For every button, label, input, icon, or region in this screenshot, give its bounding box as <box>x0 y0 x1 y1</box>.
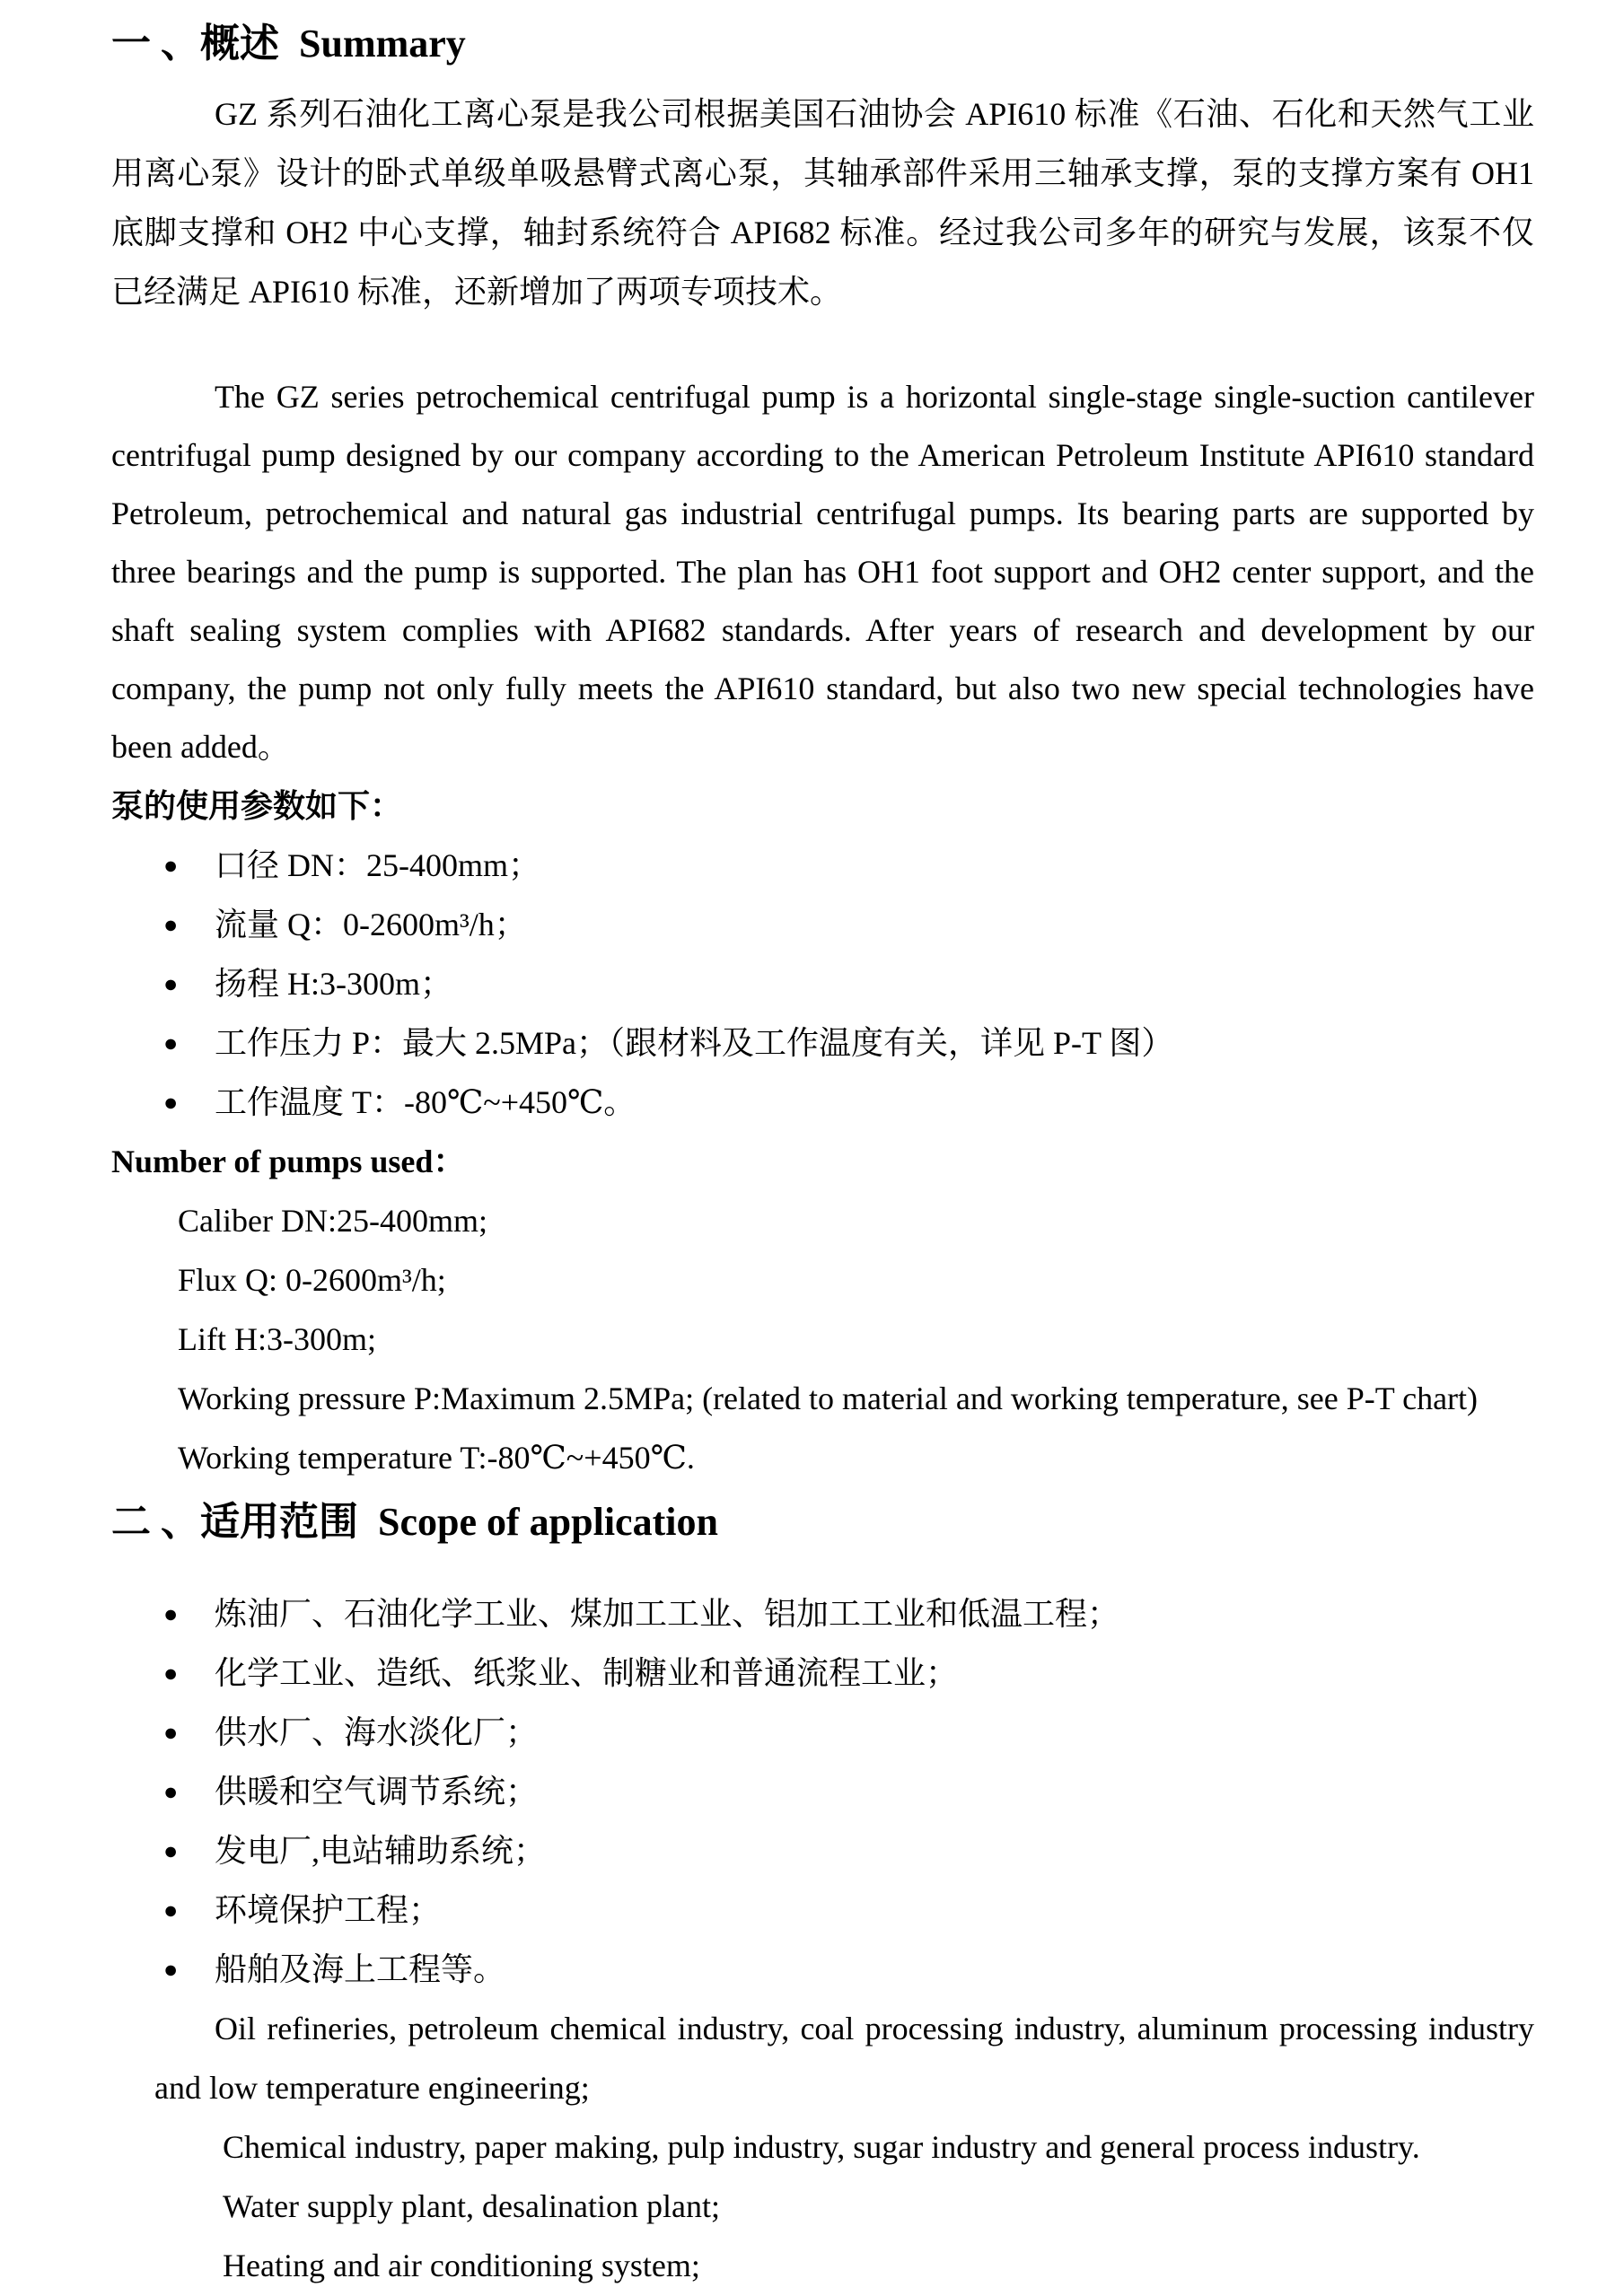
list-item <box>111 1013 1534 1073</box>
bullet-icon: ● <box>163 1660 179 1687</box>
list-item-text: 化学工业、造纸、纸浆业、制糖业和普通流程工业； <box>215 1655 959 1691</box>
bullet-icon: ● <box>163 1089 179 1116</box>
list-item-text: 炼油厂、石油化学工业、煤加工工业、铝加工工业和低温工程； <box>215 1596 1120 1632</box>
param-line: Flux Q: 0-2600m³/h; <box>178 1262 446 1298</box>
list-item <box>111 1703 1534 1762</box>
bullet-icon: ● <box>163 1719 179 1746</box>
scope-list <box>111 1584 1534 1999</box>
list-item <box>111 1762 1534 1821</box>
list-item-text: 工作压力 P：最大 2.5MPa；（跟材料及工作温度有关，详见 P-T 图） <box>215 1025 1174 1061</box>
param-line: Working temperature T:-80℃~+450℃. <box>178 1440 695 1476</box>
param-line: Working pressure P:Maximum 2.5MPa; (related to material and working temperature, see P-T chart) <box>178 1380 1479 1416</box>
list-item <box>111 1584 1534 1643</box>
section1-heading <box>111 16 1534 72</box>
section2-heading <box>111 1494 1534 1550</box>
params-zh-subhead: 泵的使用参数如下： <box>111 788 403 824</box>
list-item-text: 流量 Q：0-2600m³/h； <box>215 907 527 942</box>
list-item <box>111 895 1534 954</box>
section2-heading-zh: 二 、适用范围 <box>111 1500 358 1544</box>
section1-heading-en: Summary <box>299 22 466 66</box>
params-en-list <box>178 1191 1534 1487</box>
list-item-text: 供水厂、海水淡化厂； <box>215 1714 539 1750</box>
params-zh-list <box>111 836 1534 1132</box>
list-item <box>111 954 1534 1013</box>
bullet-icon: ● <box>163 1030 179 1056</box>
scope-line-en: Water supply plant, desalination plant; <box>223 2188 720 2224</box>
scope-paragraph-en: Oil refineries, petroleum chemical industry, coal processing industry, aluminum processing industry and low temperature engineering; <box>154 2011 1534 2106</box>
bullet-icon: ● <box>163 970 179 997</box>
list-item <box>111 836 1534 895</box>
param-line: Lift H:3-300m; <box>178 1321 376 1357</box>
list-item-text: 发电厂,电站辅助系统； <box>215 1833 547 1869</box>
list-item <box>111 1880 1534 1940</box>
bullet-icon: ● <box>163 852 179 879</box>
bullet-icon: ● <box>163 1956 179 1983</box>
list-item-text: 环境保护工程； <box>215 1892 442 1928</box>
bullet-icon: ● <box>163 1600 179 1627</box>
list-item <box>111 1940 1534 1999</box>
bullet-icon: ● <box>163 1837 179 1864</box>
list-item <box>111 1643 1534 1703</box>
bullet-icon: ● <box>163 911 179 938</box>
list-item-text: 供暖和空气调节系统； <box>215 1774 539 1810</box>
list-item <box>111 1073 1534 1132</box>
params-en-subhead: Number of pumps used： <box>111 1144 466 1179</box>
param-line: Caliber DN:25-400mm; <box>178 1203 487 1239</box>
summary-paragraph-en: The GZ series petrochemical centrifugal pump is a horizontal single-stage single-suction cantilever centrifugal pump designed by our company according to the American Petroleum Institute API610 standard Petroleum, petrochemical and natural gas industrial centrifugal pumps. Its bearing parts are supported by three bearings and the pump is supported. The plan has OH1 foot support and OH2 center support, and the shaft sealing system complies with API682 standards. After years of research and development by our company, the pump not only fully meets the API610 standard, but also two new special technologies have been added。 <box>111 379 1534 765</box>
bullet-icon: ● <box>163 1897 179 1924</box>
list-item-text: 扬程 H:3-300m； <box>215 966 452 1002</box>
list-item-text: 口径 DN：25-400mm； <box>215 847 540 883</box>
scope-line-en: Chemical industry, paper making, pulp industry, sugar industry and general process industry. <box>223 2129 1420 2165</box>
list-item-text: 船舶及海上工程等。 <box>215 1951 506 1987</box>
bullet-icon: ● <box>163 1778 179 1805</box>
list-item-text: 工作温度 T：-80℃~+450℃。 <box>215 1084 636 1120</box>
list-item <box>111 1821 1534 1880</box>
section2-heading-en: Scope of application <box>378 1500 718 1544</box>
section1-heading-zh: 一 、概述 <box>111 22 279 66</box>
scope-line-en: Heating and air conditioning system; <box>223 2248 700 2283</box>
summary-paragraph-zh: GZ 系列石油化工离心泵是我公司根据美国石油协会 API610 标准《石油、石化和天然气工业用离心泵》设计的卧式单级单吸悬臂式离心泵，其轴承部件采用三轴承支撑，泵的支撑方案有 OH1 底脚支撑和 OH2 中心支撑，轴封系统符合 API682 标准。经过我公司多年的研究与发展，该泵不仅已经满足 API610 标准，还新增加了两项专项技术。 <box>111 96 1534 310</box>
